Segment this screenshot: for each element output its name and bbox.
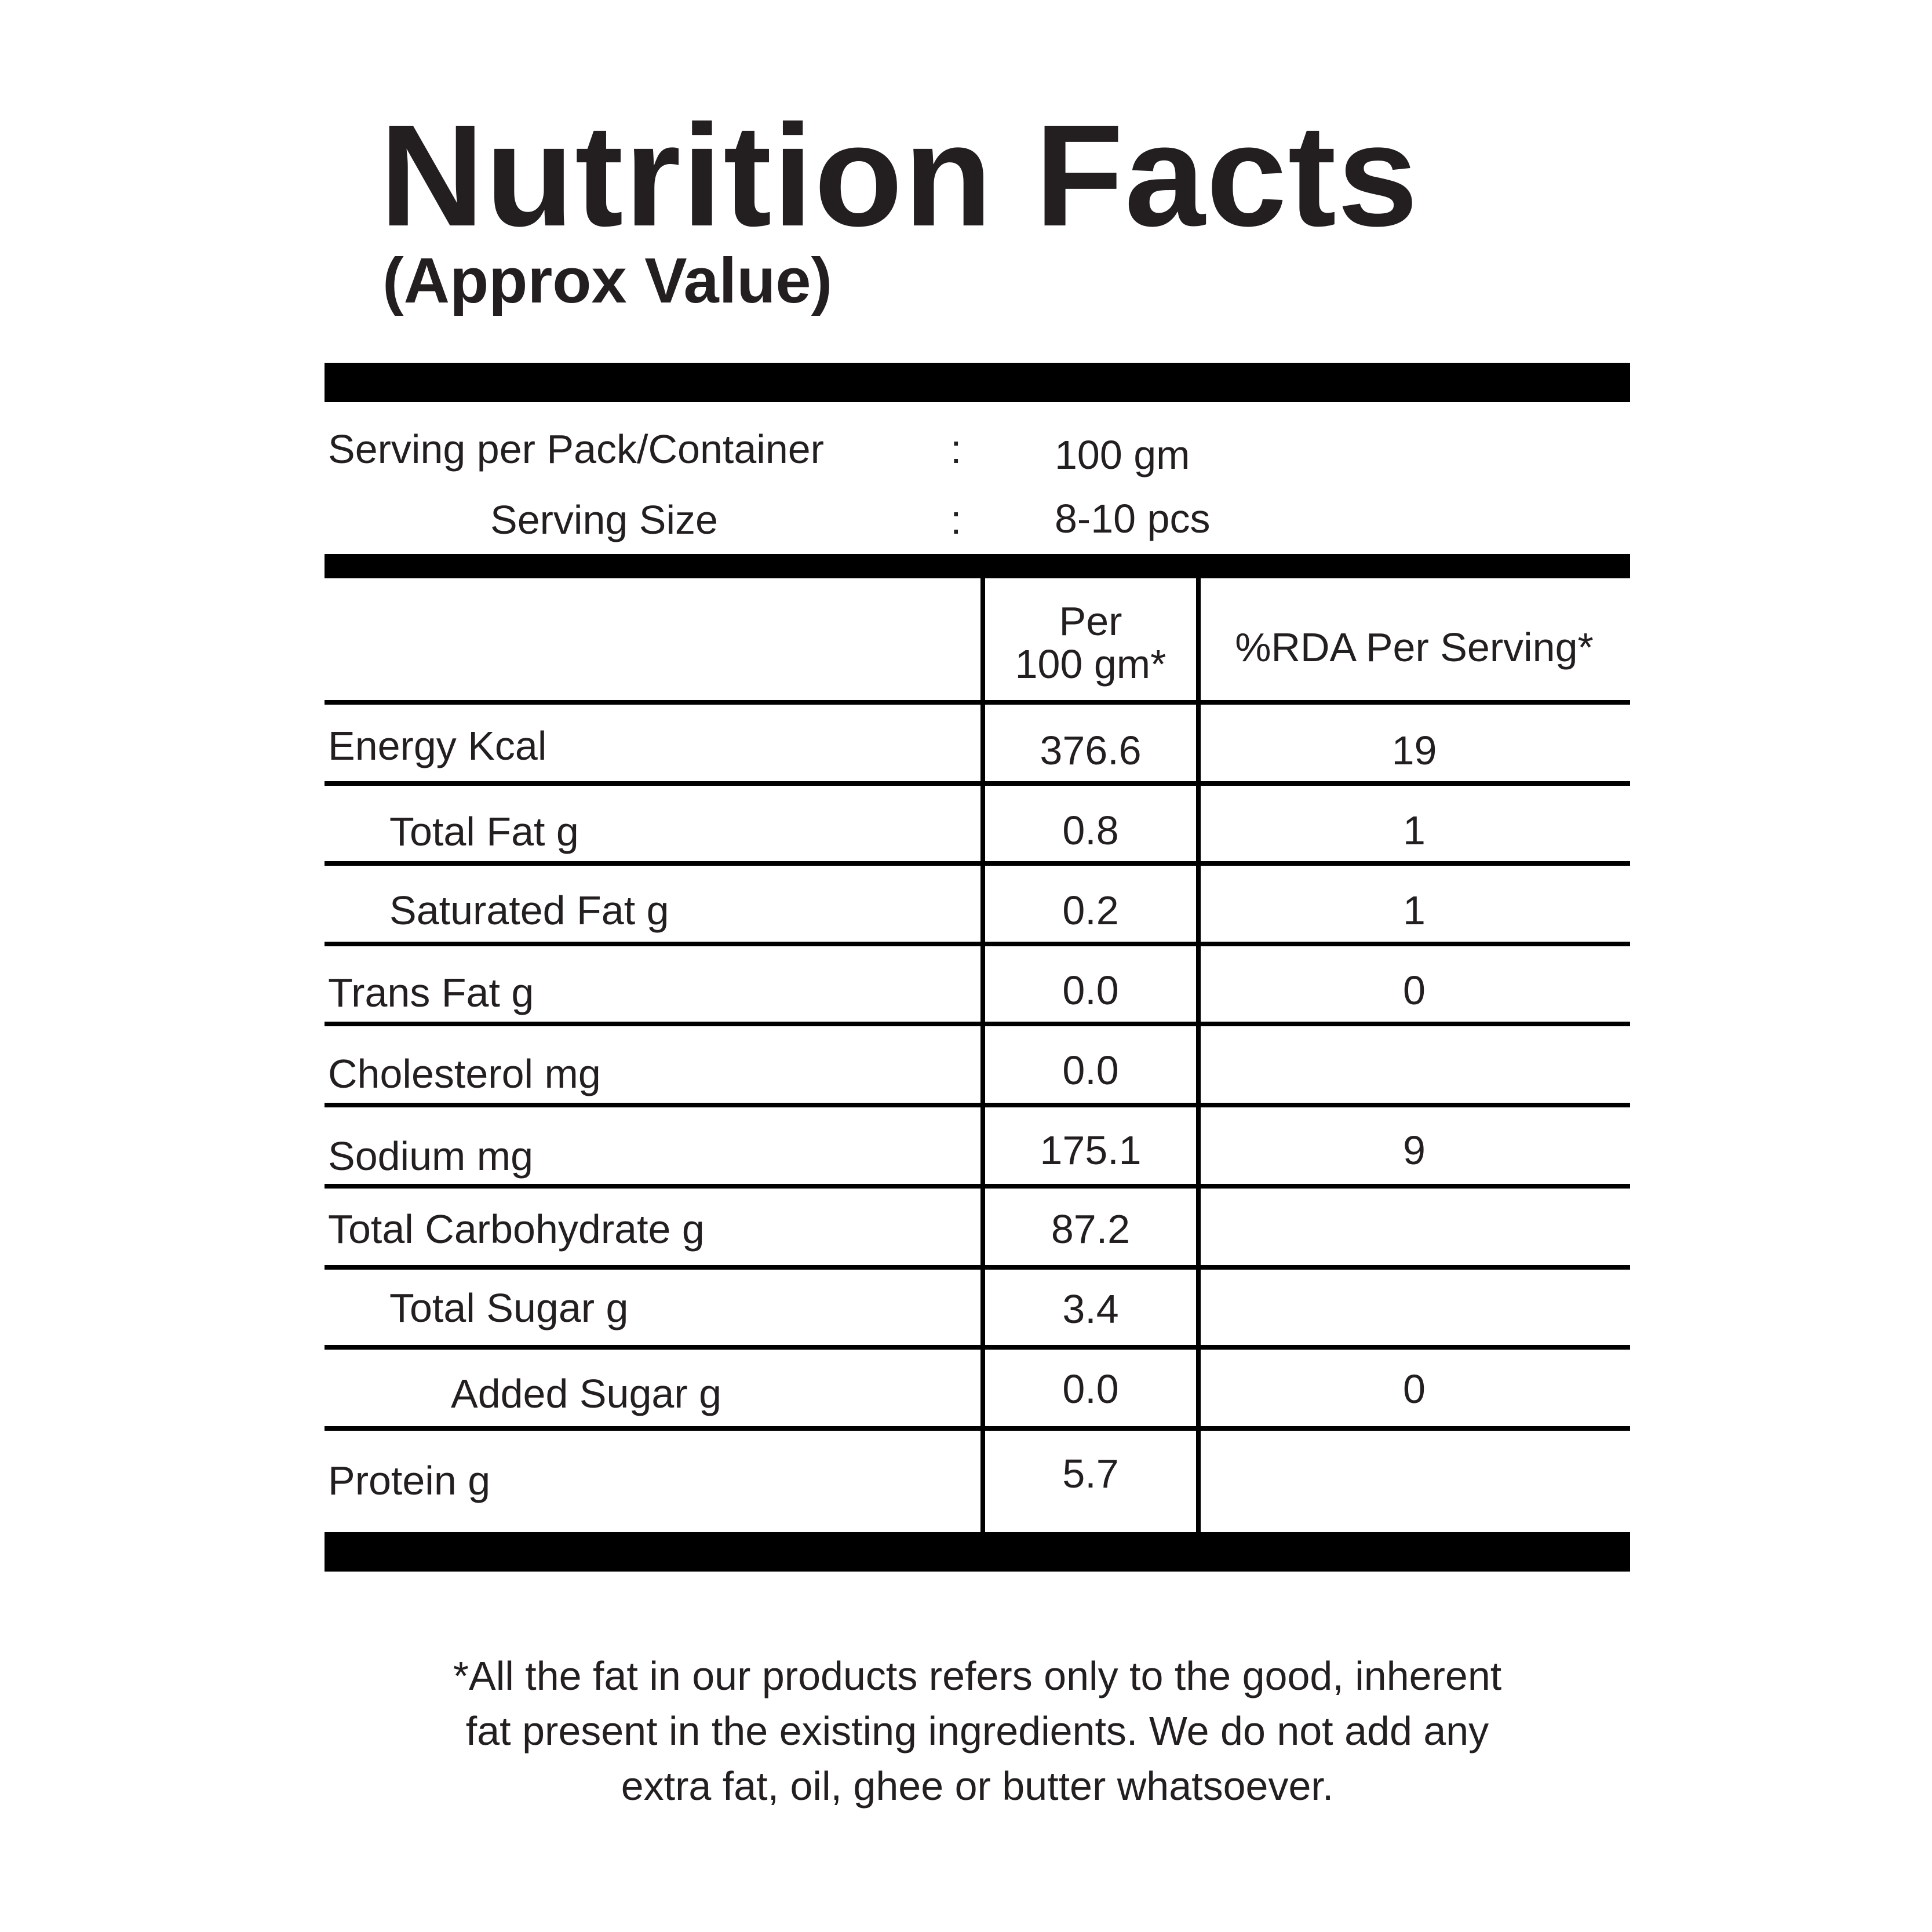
row-divider [325,1022,1630,1026]
footnote-line-2: fat present in the existing ingredients. We do not add any [465,1708,1489,1754]
row-label-saturated-fat: Saturated Fat g [389,888,669,933]
row-label-total-carbohydrate: Total Carbohydrate g [328,1206,705,1252]
row-label-sodium: Sodium mg [328,1133,534,1179]
column-header-per-line1: Per [1059,599,1122,644]
row-per-energy: 376.6 [1040,728,1142,773]
row-rda-trans-fat: 0 [1403,968,1426,1013]
row-rda-sodium: 9 [1403,1128,1426,1173]
row-divider [325,942,1630,946]
row-divider [325,1103,1630,1107]
footnote [325,1649,1630,1814]
row-per-sodium: 175.1 [1040,1128,1142,1173]
row-per-total-carbohydrate: 87.2 [1051,1206,1131,1252]
row-rda-energy: 19 [1391,728,1437,773]
row-per-added-sugar: 0.0 [1062,1366,1119,1412]
column-header-per-100gm [983,600,1198,686]
row-label-trans-fat: Trans Fat g [328,970,534,1015]
row-label-energy: Energy Kcal [328,723,547,768]
row-per-cholesterol: 0.0 [1062,1048,1119,1093]
top-thick-bar [325,363,1630,402]
serving-size-colon: : [950,497,962,542]
row-label-protein: Protein g [328,1458,491,1503]
row-per-total-sugar: 3.4 [1062,1286,1119,1332]
row-divider [325,781,1630,786]
row-divider [325,1345,1630,1350]
row-rda-saturated-fat: 1 [1403,888,1426,933]
row-per-trans-fat: 0.0 [1062,968,1119,1013]
row-divider [325,1184,1630,1189]
row-divider [325,1426,1630,1431]
row-per-saturated-fat: 0.2 [1062,888,1119,933]
serving-per-pack-label: Serving per Pack/Container [328,427,824,472]
page-title: Nutrition Facts [380,94,1419,256]
serving-size-value: 8-10 pcs [1055,496,1211,541]
row-label-added-sugar: Added Sugar g [451,1371,722,1416]
row-label-cholesterol: Cholesterol mg [328,1051,601,1096]
serving-size-label: Serving Size [490,497,718,542]
row-divider [325,861,1630,866]
footnote-line-3: extra fat, oil, ghee or butter whatsoever. [621,1763,1334,1809]
row-per-protein: 5.7 [1062,1451,1119,1496]
page-subtitle: (Approx Value) [382,245,833,316]
row-label-total-fat: Total Fat g [389,809,579,854]
footnote-line-1: *All the fat in our products refers only to the good, inherent [453,1653,1502,1698]
row-rda-total-fat: 1 [1403,808,1426,853]
serving-per-pack-colon: : [950,427,962,472]
row-per-total-fat: 0.8 [1062,808,1119,853]
column-header-per-line2: 100 gm* [1015,641,1167,687]
header-thick-bar [325,554,1630,578]
row-rda-added-sugar: 0 [1403,1366,1426,1412]
serving-per-pack-value: 100 gm [1055,432,1190,477]
row-divider [325,700,1630,705]
row-label-total-sugar: Total Sugar g [389,1285,629,1330]
bottom-thick-bar [325,1532,1630,1572]
row-divider [325,1265,1630,1270]
column-header-rda: %RDA Per Serving* [1235,625,1594,670]
